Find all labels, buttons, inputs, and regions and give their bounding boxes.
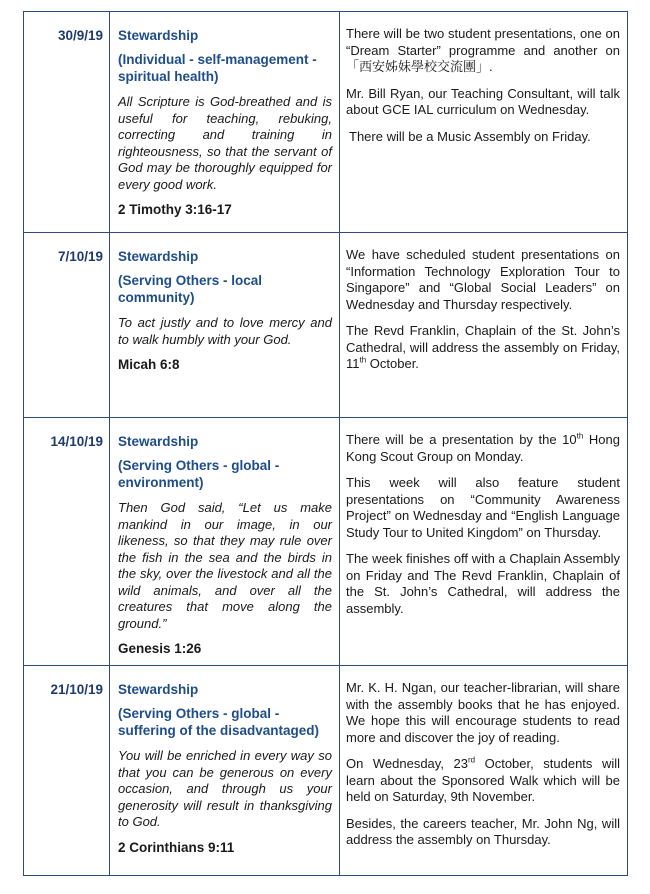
theme-title: Stewardship: [118, 249, 199, 264]
theme-title: Stewardship: [118, 434, 199, 449]
date-cell: [24, 418, 110, 666]
theme-title: Stewardship: [118, 28, 199, 43]
note-paragraph: Mr. Bill Ryan, our Teaching Consultant, will talk about GCE IAL curriculum on Wednesday.: [346, 85, 620, 117]
week-row: [24, 418, 628, 666]
week-row: [24, 12, 628, 233]
week-date: 21/10/19: [50, 682, 103, 697]
notes-cell: [340, 666, 628, 876]
scripture-reference: 2 Timothy 3:16-17: [118, 202, 232, 217]
scripture-verse: All Scripture is God-breathed and is useful for teaching, rebuking, correcting and training in righteousness, so that the servant of God may be thoroughly equipped for every good work.: [118, 94, 332, 192]
scripture-reference: 2 Corinthians 9:11: [118, 839, 235, 855]
note-paragraph: This week will also feature student presentations on “Community Awareness Project” on Wednesday and “English Language Study Tour to United Kingdom” on Thursday.: [346, 475, 620, 540]
note-paragraph: On Wednesday, 23rd October, students will learn about the Sponsored Walk which will be held on Saturday, 9th November.: [346, 755, 620, 804]
note-paragraph: The week finishes off with a Chaplain Assembly on Friday and The Revd Franklin, Chaplain of the St. John’s Cathedral, will address the assembly.: [346, 551, 620, 616]
note-paragraph: There will be a presentation by the 10th Hong Kong Scout Group on Monday.: [346, 431, 620, 464]
scripture-reference: Genesis 1:26: [118, 641, 202, 656]
theme-cell: [110, 666, 340, 876]
theme-title: Stewardship: [118, 682, 199, 697]
note-paragraph: The Revd Franklin, Chaplain of the St. John’s Cathedral, will address the assembly on Friday, 11th October.: [346, 323, 620, 371]
week-row: [24, 233, 628, 418]
note-paragraph: Besides, the careers teacher, Mr. John Ng, will address the assembly on Thursday.: [346, 815, 620, 847]
note-paragraph: We have scheduled student presentations on “Information Technology Exploration Tour to Singapore” and “Global Social Leaders” on Wednesday and Thursday respectively.: [346, 247, 620, 312]
week-row: [24, 666, 628, 876]
theme-cell: [110, 418, 340, 666]
notes-cell: [340, 418, 628, 666]
notes-cell: [340, 233, 628, 418]
notes-cell: [340, 12, 628, 233]
scripture-verse: To act justly and to love mercy and to walk humbly with your God.: [118, 315, 332, 347]
scripture-reference: Micah 6:8: [118, 357, 180, 372]
date-cell: [24, 666, 110, 876]
date-cell: [24, 233, 110, 418]
theme-subtitle: (Serving Others - local community): [118, 273, 263, 305]
scripture-verse: Then God said, “Let us make mankind in our image, in our likeness, so that they may rule over the fish in the sea and the birds in the sky, over the livestock and all the wild animals, and over all the creatures that move along the ground.”: [118, 500, 332, 631]
theme-subtitle: (Serving Others - global - environment): [118, 458, 280, 490]
theme-subtitle: (Individual - self-management - spiritual health): [118, 52, 317, 84]
week-date: 7/10/19: [57, 249, 103, 264]
week-date: 30/9/19: [57, 28, 103, 43]
theme-cell: [110, 233, 340, 418]
assembly-schedule-table: [23, 11, 628, 876]
note-paragraph: Mr. K. H. Ngan, our teacher-librarian, will share with the assembly books that he has enjoyed. We hope this will encourage students to read more and discover the joy of reading.: [346, 680, 620, 745]
week-date: 14/10/19: [50, 434, 103, 449]
scripture-verse: You will be enriched in every way so that you can be generous on every occasion, and through us your generosity will result in thanksgiving to God.: [118, 748, 332, 829]
note-paragraph: There will be a Music Assembly on Friday.: [349, 128, 591, 144]
theme-cell: [110, 12, 340, 233]
date-cell: [24, 12, 110, 233]
note-paragraph: There will be two student presentations, one on “Dream Starter” programme and another on 「西安姊妹學校交流團」.: [346, 26, 620, 74]
theme-subtitle: (Serving Others - global - suffering of the disadvantaged): [118, 706, 320, 738]
